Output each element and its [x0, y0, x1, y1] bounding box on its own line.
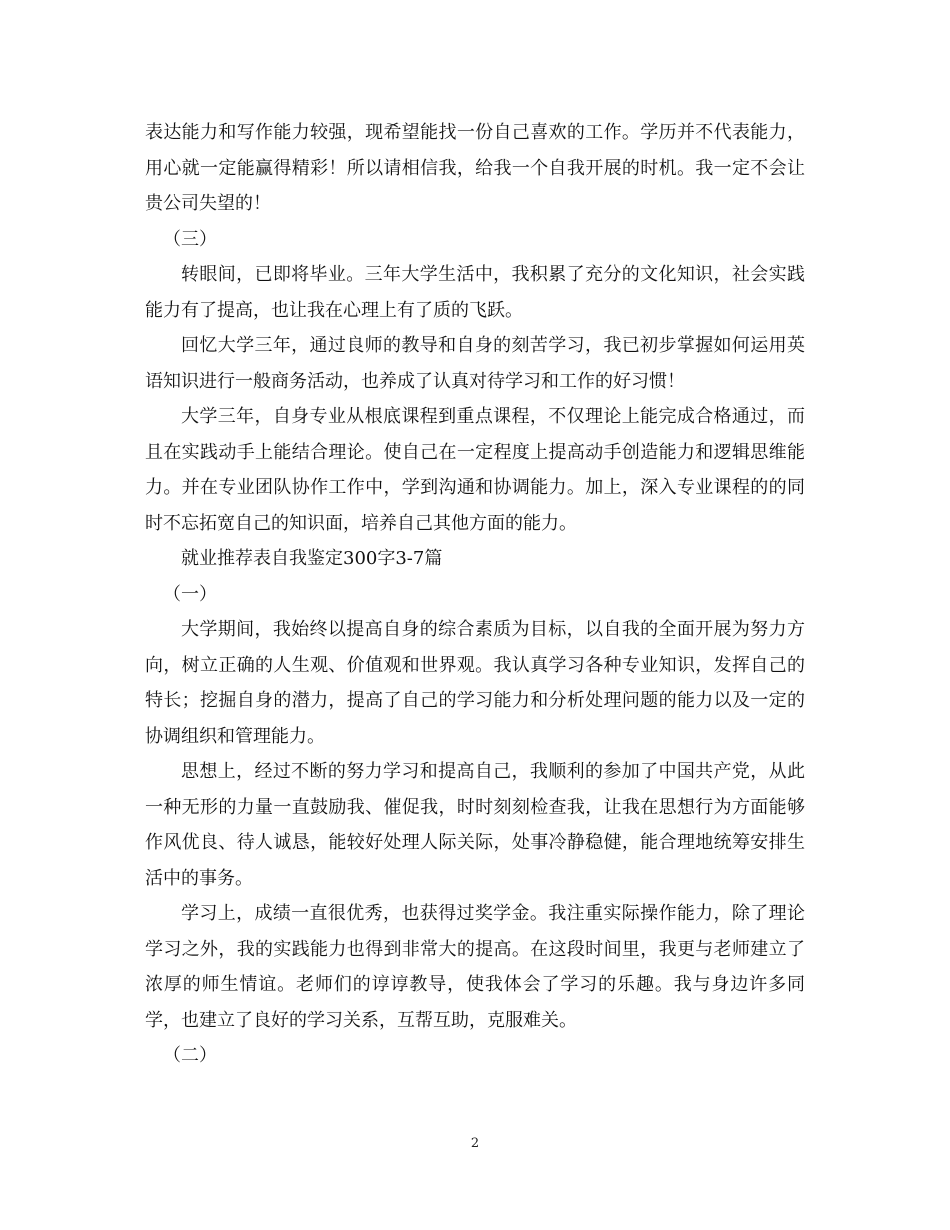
- section-label-two: （二）: [163, 1045, 217, 1066]
- paragraph: 回忆大学三年，通过良师的教导和自身的刻苦学习，我已初步掌握如何运用英语知识进行一般商务活动，也养成了认真对待学习和工作的好习惯！: [145, 335, 805, 392]
- paragraph: 思想上，经过不断的努力学习和提高自己，我顺利的参加了中国共产党，从此一种无形的力量一直鼓励我、催促我，时时刻刻检查我，让我在思想行为方面能够作风优良、待人诚恳，能较好处理人际关际，处事冷静稳健，能合理地统筹安排生活中的事务。: [145, 761, 805, 889]
- section-label-three: （三）: [163, 228, 217, 250]
- page-number: 2: [470, 1136, 480, 1151]
- paragraph: 学习上，成绩一直很优秀，也获得过奖学金。我注重实际操作能力，除了理论学习之外，我的实践能力也得到非常大的提高。在这段时间里，我更与老师建立了浓厚的师生情谊。老师们的谆谆教导，使我体会了学习的乐趣。我与身边许多同学，也建立了良好的学习关系，互帮互助，克服难关。: [145, 903, 805, 1031]
- section-label-one: （一）: [163, 583, 217, 605]
- document-body: [145, 115, 805, 1074]
- paragraph-continued: 表达能力和写作能力较强，现希望能找一份自己喜欢的工作。学历并不代表能力，用心就一定能赢得精彩！所以请相信我，给我一个自我开展的时机。我一定不会让贵公司失望的！: [145, 122, 805, 214]
- paragraph: 大学期间，我始终以提高自身的综合素质为目标，以自我的全面开展为努力方向，树立正确的人生观、价值观和世界观。我认真学习各种专业知识，发挥自己的特长；挖掘自身的潜力，提高了自己的学习能力和分析处理问题的能力以及一定的协调组织和管理能力。: [145, 619, 805, 747]
- section-heading: 就业推荐表自我鉴定300字3-7篇: [181, 548, 443, 569]
- paragraph: 转眼间，已即将毕业。三年大学生活中，我积累了充分的文化知识，社会实践能力有了提高，也让我在心理上有了质的飞跃。: [145, 264, 805, 321]
- paragraph: 大学三年，自身专业从根底课程到重点课程，不仅理论上能完成合格通过，而且在实践动手上能结合理论。使自己在一定程度上提高动手创造能力和逻辑思维能力。并在专业团队协作工作中，学到沟通和协调能力。加上，深入专业课程的的同时不忘拓宽自己的知识面，培养自己其他方面的能力。: [145, 406, 805, 534]
